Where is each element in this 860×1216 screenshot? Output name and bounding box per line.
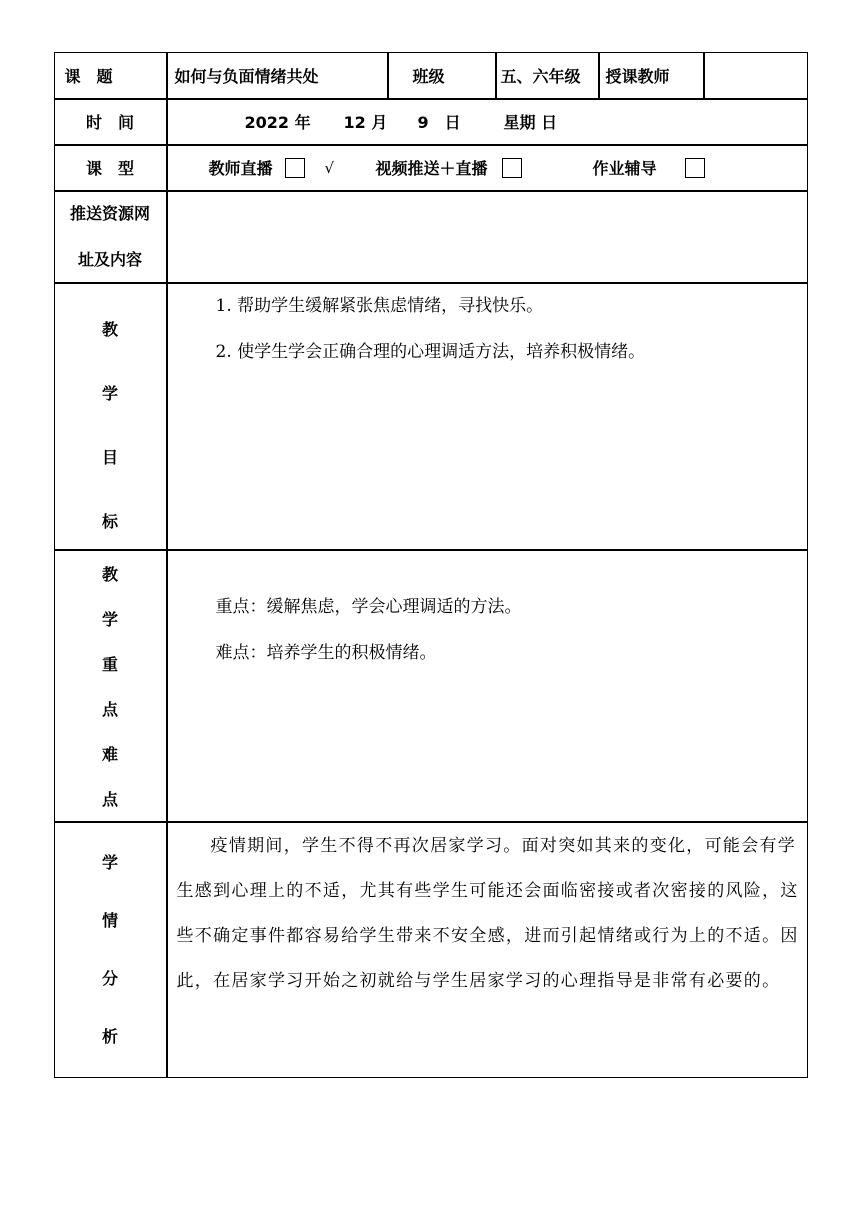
goal-item: 2. 使学生学会正确合理的心理调适方法，培养积极情绪。 [215,341,646,362]
topic-label-cell [54,52,167,99]
analysis-label-char: 情 [101,910,118,930]
type-options-cell [167,145,808,191]
class-value-cell [496,52,599,99]
analysis-label-char: 析 [101,1026,118,1046]
goals-label-char: 学 [101,383,118,403]
class-label: 班级 [412,66,445,86]
keypoints-label-char: 点 [101,699,118,719]
date-year: 2022 年 [244,113,311,132]
date-weekday: 星期 日 [503,113,558,132]
analysis-label-cell [54,822,167,1078]
date-day: 9 日 [417,113,461,132]
goals-content-cell [167,283,808,550]
analysis-text: 疫情期间，学生不得不再次居家学习。面对突如其来的变化，可能会有学生感到心理上的不适，尤其有些学生可能还会面临密接或者次密接的风险，这些不确定事件都容易给学生带来不安全感，进而引起情绪或行为上的不适。因此，在居家学习开始之初就给与学生居家学习的心理指导是非常有必要的。 [176,835,799,991]
topic-label: 课 题 [64,66,113,86]
difficulty-text: 难点：培养学生的积极情绪。 [215,642,437,663]
goals-label-cell [54,283,167,550]
goals-label-char: 教 [101,319,118,339]
keypoints-label-char: 难 [101,744,118,764]
goals-label-char: 标 [101,511,118,531]
keypoints-label-char: 重 [101,654,118,674]
class-value: 五、六年级 [500,66,581,86]
time-value-cell [167,99,808,145]
teacher-label: 授课教师 [605,66,670,86]
goal-item: 1. 帮助学生缓解紧张焦虑情绪，寻找快乐。 [215,295,544,316]
analysis-label-char: 分 [101,968,118,988]
keypoints-label-cell [54,550,167,822]
class-label-cell [388,52,496,99]
checkmark: √ [324,158,335,177]
option-homework-label: 作业辅导 [592,159,657,178]
resources-label-line1: 推送资源网 [69,203,150,223]
resources-label-cell [54,191,167,283]
keypoints-label-char: 学 [101,609,118,629]
analysis-label-char: 学 [101,852,118,872]
time-label: 时 间 [85,113,134,132]
type-label-cell [54,145,167,191]
focus-text: 重点：缓解焦虑，学会心理调适的方法。 [215,596,522,617]
analysis-content-cell [167,822,808,1078]
keypoints-content-cell [167,550,808,822]
teacher-value-cell [704,52,808,99]
topic-value: 如何与负面情绪共处 [174,66,319,86]
keypoints-label-char: 点 [101,789,118,809]
option-teacher-live-label: 教师直播 [208,159,273,178]
option-video-live-checkbox[interactable] [502,158,522,178]
option-homework-checkbox[interactable] [685,158,705,178]
goals-label-char: 目 [101,447,118,467]
lesson-plan-table [54,52,808,1078]
topic-value-cell [167,52,388,99]
type-label: 课 型 [85,159,134,178]
option-video-live-label: 视频推送＋直播 [375,159,488,178]
time-label-cell [54,99,167,145]
resources-label-line2: 址及内容 [77,249,142,269]
resources-value-cell [167,191,808,283]
teacher-label-cell [599,52,704,99]
keypoints-label-char: 教 [101,564,118,584]
date-month: 12 月 [343,113,388,132]
option-teacher-live-checkbox[interactable] [285,158,305,178]
